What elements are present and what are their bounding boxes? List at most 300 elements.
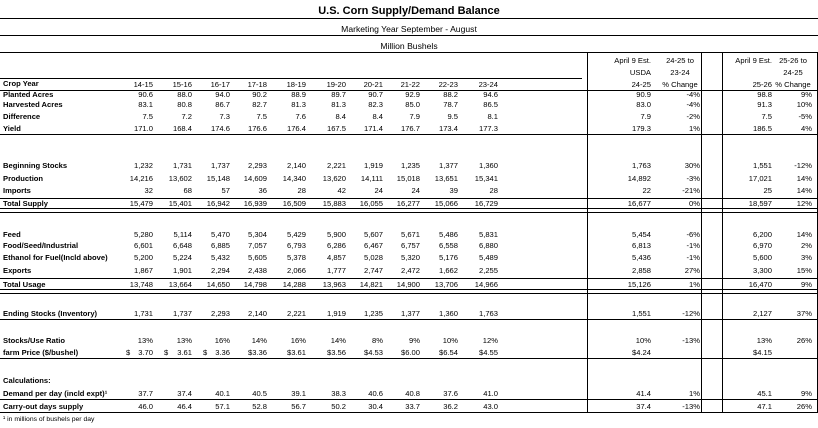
row-label: Calculations: [3, 376, 51, 385]
table-cell: 5,200 [133, 253, 153, 262]
table-cell: 6,648 [172, 241, 192, 250]
chg2-cell: 14% [796, 230, 812, 239]
table-cell: 7.5 [142, 112, 153, 121]
est2-cell: 3,300 [752, 266, 772, 275]
table-cell: 173.4 [438, 124, 458, 133]
chg2-header: 25-26 to [779, 56, 807, 65]
chg1-cell: 1% [689, 124, 700, 133]
chg1-cell: -2% [686, 112, 700, 121]
chg1-cell: -21% [682, 186, 700, 195]
chg2-cell: -12% [794, 161, 812, 170]
year-header: 19-20 [326, 80, 346, 89]
table-cell: 1,731 [133, 309, 153, 318]
table-cell: 36.2 [443, 402, 458, 411]
year-header: 18-19 [286, 80, 306, 89]
table-cell: 14,650 [206, 280, 230, 289]
table-cell: 2,293 [247, 161, 267, 170]
row-label: Yield [3, 124, 21, 133]
table-cell: 3.61 [177, 348, 192, 357]
chg1-cell: -12% [682, 309, 700, 318]
est1-cell: 2,858 [631, 266, 651, 275]
table-cell: 38.3 [331, 389, 346, 398]
table-cell: 57.1 [215, 402, 230, 411]
chg1-cell: 0% [689, 199, 700, 208]
table-cell: 168.4 [172, 124, 192, 133]
table-cell: 7.9 [409, 112, 420, 121]
table-cell: 52.8 [252, 402, 267, 411]
footnote: ¹ in millions of bushels per day [3, 416, 95, 423]
table-cell: 1,377 [400, 309, 420, 318]
table-cell: 1,737 [172, 309, 192, 318]
table-cell: 1,232 [133, 161, 153, 170]
table-cell: 5,671 [400, 230, 420, 239]
chg1-header: % Change [662, 80, 698, 89]
row-label: Harvested Acres [3, 100, 63, 109]
chg2-cell: 2% [801, 241, 812, 250]
table-cell: 40.8 [405, 389, 420, 398]
est1-cell: 15,126 [627, 280, 651, 289]
table-cell: $3.56 [326, 348, 346, 357]
dollar-sign: $ [203, 348, 208, 357]
table-cell: 5,900 [326, 230, 346, 239]
table-cell: 14% [251, 336, 267, 345]
year-header-rule [0, 78, 582, 79]
table-cell: 13,963 [322, 280, 346, 289]
dollar-sign: $ [126, 348, 131, 357]
table-cell: 30.4 [368, 402, 383, 411]
table-cell: $3.36 [247, 348, 267, 357]
table-cell: 68 [183, 186, 192, 195]
est2-cell: $4.15 [752, 348, 772, 357]
table-cell: 5,486 [438, 230, 458, 239]
table-cell: 7,057 [247, 241, 267, 250]
table-cell: 2,472 [400, 266, 420, 275]
table-cell: 4,857 [326, 253, 346, 262]
table-cell: 1,919 [363, 161, 383, 170]
est1-cell: 90.9 [636, 90, 651, 99]
units-rule [0, 52, 818, 53]
row-label: Imports [3, 186, 31, 195]
table-cell: 83.1 [138, 100, 153, 109]
chg1-cell: -4% [686, 100, 700, 109]
chg2-cell: 9% [801, 280, 812, 289]
table-cell: 24 [374, 186, 383, 195]
est1-cell: 41.4 [636, 389, 651, 398]
est2-cell: 186.5 [752, 124, 772, 133]
rule-usage [0, 289, 818, 294]
table-cell: 6,558 [438, 241, 458, 250]
table-cell: $4.55 [478, 348, 498, 357]
est1-cell: $4.24 [631, 348, 651, 357]
table-cell: 81.3 [331, 100, 346, 109]
table-cell: 46.0 [138, 402, 153, 411]
est2-cell: 18,597 [748, 199, 772, 208]
table-cell: 40.6 [368, 389, 383, 398]
table-cell: 16,939 [243, 199, 267, 208]
est1-cell: 179.3 [631, 124, 651, 133]
rule-ending [0, 319, 818, 320]
est1-cell: 83.0 [636, 100, 651, 109]
table-cell: 5,304 [247, 230, 267, 239]
table-cell: 40.5 [252, 389, 267, 398]
table-cell: 10% [442, 336, 458, 345]
table-cell: 88.0 [177, 90, 192, 99]
est2-header: April 9 Est. [735, 56, 772, 65]
table-cell: 13,651 [434, 174, 458, 183]
table-cell: 88.2 [443, 90, 458, 99]
table-cell: 14% [330, 336, 346, 345]
table-cell: 176.7 [400, 124, 420, 133]
chg2-cell: 37% [796, 309, 812, 318]
chg2-header: 24-25 [783, 68, 803, 77]
est1-cell: 6,813 [631, 241, 651, 250]
table-cell: 13,620 [322, 174, 346, 183]
chg1-cell: 27% [684, 266, 700, 275]
est1-header: 24-25 [631, 80, 651, 89]
table-cell: 92.9 [405, 90, 420, 99]
chg1-cell: 1% [689, 280, 700, 289]
table-cell: 94.0 [215, 90, 230, 99]
row-label: Food/Seed/Industrial [3, 241, 79, 250]
table-cell: 5,176 [438, 253, 458, 262]
table-cell: 5,470 [210, 230, 230, 239]
page-title: U.S. Corn Supply/Demand Balance [318, 5, 500, 17]
table-cell: 14,288 [282, 280, 306, 289]
table-cell: 2,221 [326, 161, 346, 170]
crop-year-header: Crop Year [3, 79, 39, 88]
est2-cell: 6,970 [752, 241, 772, 250]
chg2-cell: 14% [796, 174, 812, 183]
table-cell: 13% [176, 336, 192, 345]
est2-cell: 1,551 [752, 161, 772, 170]
est2-cell: 47.1 [757, 402, 772, 411]
est2-cell: 5,600 [752, 253, 772, 262]
table-cell: 39.1 [291, 389, 306, 398]
table-cell: 8.4 [335, 112, 346, 121]
est2-header: 25-26 [752, 80, 772, 89]
table-cell: 176.4 [286, 124, 306, 133]
table-cell: 5,605 [247, 253, 267, 262]
chg2-cell: 14% [796, 186, 812, 195]
table-cell: 89.7 [331, 90, 346, 99]
est2-cell: 2,127 [752, 309, 772, 318]
est1-header: USDA [629, 68, 651, 77]
table-cell: 1,235 [363, 309, 383, 318]
chg2-cell: 4% [801, 124, 812, 133]
table-cell: 13,706 [434, 280, 458, 289]
table-cell: 80.8 [177, 100, 192, 109]
chg1-cell: -6% [686, 230, 700, 239]
table-cell: 28 [489, 186, 498, 195]
table-cell: 13,664 [168, 280, 192, 289]
table-cell: 2,438 [247, 266, 267, 275]
table-cell: 42 [337, 186, 346, 195]
table-cell: 90.2 [252, 90, 267, 99]
est1-cell: 5,436 [631, 253, 651, 262]
table-cell: 7.5 [256, 112, 267, 121]
year-header: 23-24 [478, 80, 498, 89]
row-label: Difference [3, 112, 41, 121]
table-cell: 1,737 [210, 161, 230, 170]
row-label: Planted Acres [3, 90, 54, 99]
row-label: Ending Stocks (Inventory) [3, 309, 98, 318]
table-cell: 16,055 [359, 199, 383, 208]
chg1-cell: -13% [682, 402, 700, 411]
table-cell: 15,066 [434, 199, 458, 208]
table-cell: 7.2 [181, 112, 192, 121]
year-header: 21-22 [400, 80, 420, 89]
table-cell: 32 [144, 186, 153, 195]
table-cell: 50.2 [331, 402, 346, 411]
chg2-cell: 9% [801, 90, 812, 99]
est2-cell: 17,021 [748, 174, 772, 183]
units-label: Million Bushels [380, 41, 438, 51]
table-cell: 14,340 [282, 174, 306, 183]
chg1-cell: -1% [686, 253, 700, 262]
est2-cell: 13% [756, 336, 772, 345]
table-cell: 174.6 [210, 124, 230, 133]
table-cell: 39 [449, 186, 458, 195]
table-cell: 37.6 [443, 389, 458, 398]
table-cell: 2,293 [210, 309, 230, 318]
chg2-cell: 15% [796, 266, 812, 275]
table-cell: 16% [290, 336, 306, 345]
table-cell: 7.3 [219, 112, 230, 121]
table-cell: 6,467 [363, 241, 383, 250]
table-cell: $6.54 [438, 348, 458, 357]
table-cell: 94.6 [483, 90, 498, 99]
table-cell: 78.7 [443, 100, 458, 109]
table-cell: 14,821 [359, 280, 383, 289]
table-cell: 15,479 [129, 199, 153, 208]
rule-exports [0, 278, 818, 279]
table-cell: 171.0 [133, 124, 153, 133]
est2-cell: 7.5 [761, 112, 772, 121]
table-cell: 90.6 [138, 90, 153, 99]
subtitle-rule [0, 35, 818, 36]
table-cell: 85.0 [405, 100, 420, 109]
table-cell: 2,140 [286, 161, 306, 170]
est1-cell: 22 [642, 186, 651, 195]
table-cell: 1,360 [438, 309, 458, 318]
table-cell: 9.5 [447, 112, 458, 121]
table-cell: 167.5 [326, 124, 346, 133]
table-cell: 24 [411, 186, 420, 195]
est1-cell: 37.4 [636, 402, 651, 411]
header-underline [0, 90, 818, 91]
est2-cell: 91.3 [757, 100, 772, 109]
row-label: Beginning Stocks [3, 161, 68, 170]
rule-demand [0, 399, 818, 400]
chg1-cell: -3% [686, 174, 700, 183]
table-cell: 5,489 [478, 253, 498, 262]
table-cell: 6,793 [286, 241, 306, 250]
chg2-cell: -5% [798, 112, 812, 121]
table-cell: 1,901 [172, 266, 192, 275]
table-cell: 3.36 [215, 348, 230, 357]
table-cell: 15,018 [396, 174, 420, 183]
page-subtitle: Marketing Year September - August [341, 24, 477, 34]
table-cell: 5,607 [363, 230, 383, 239]
chg1-header: 24-25 to [666, 56, 694, 65]
table-cell: 15,341 [474, 174, 498, 183]
table-cell: 86.5 [483, 100, 498, 109]
row-label: Feed [3, 230, 21, 239]
table-cell: 1,235 [400, 161, 420, 170]
chg2-header: % Change [775, 80, 811, 89]
table-cell: 16% [214, 336, 230, 345]
year-header: 14-15 [133, 80, 153, 89]
table-cell: 5,224 [172, 253, 192, 262]
est2-cell: 45.1 [757, 389, 772, 398]
table-cell: 5,114 [173, 230, 192, 239]
rule-carryout [0, 412, 818, 413]
table-cell: 56.7 [291, 402, 306, 411]
table-cell: 6,286 [326, 241, 346, 250]
row-label: Total Usage [3, 280, 46, 289]
table-cell: 14,966 [474, 280, 498, 289]
table-cell: 82.3 [368, 100, 383, 109]
year-header: 15-16 [172, 80, 192, 89]
table-cell: 1,777 [326, 266, 346, 275]
table-cell: 41.0 [483, 389, 498, 398]
table-cell: 2,294 [210, 266, 230, 275]
table-cell: 5,429 [286, 230, 306, 239]
chg2-cell: 3% [801, 253, 812, 262]
year-header: 17-18 [247, 80, 267, 89]
row-label: Ethanol for Fuel(Incld above) [3, 253, 108, 262]
table-cell: 1,919 [326, 309, 346, 318]
chg1-cell: -1% [686, 241, 700, 250]
table-cell: 5,280 [133, 230, 153, 239]
est1-cell: 1,763 [631, 161, 651, 170]
chg2-cell: 26% [796, 402, 812, 411]
table-cell: 15,883 [322, 199, 346, 208]
est1-cell: 1,551 [631, 309, 651, 318]
table-cell: 16,942 [206, 199, 230, 208]
table-cell: 86.7 [215, 100, 230, 109]
chg2-cell: 12% [796, 199, 812, 208]
table-cell: 1,763 [478, 309, 498, 318]
table-cell: $4.53 [363, 348, 383, 357]
table-cell: 36 [258, 186, 267, 195]
est1-cell: 7.9 [640, 112, 651, 121]
table-cell: 2,255 [478, 266, 498, 275]
dollar-sign: $ [164, 348, 169, 357]
table-cell: 1,662 [438, 266, 458, 275]
rule-supply [0, 208, 818, 213]
table-cell: 33.7 [405, 402, 420, 411]
table-cell: $3.61 [286, 348, 306, 357]
table-cell: 16,509 [282, 199, 306, 208]
table-cell: 15,401 [168, 199, 192, 208]
table-cell: 5,378 [286, 253, 306, 262]
table-cell: 8.4 [372, 112, 383, 121]
est2-cell: 6,200 [752, 230, 772, 239]
year-header: 20-21 [363, 80, 383, 89]
table-cell: 14,111 [360, 174, 383, 183]
chg1-cell: -13% [682, 336, 700, 345]
row-label: Exports [3, 266, 32, 275]
table-cell: 2,066 [286, 266, 306, 275]
table-cell: 16,277 [396, 199, 420, 208]
table-cell: 6,757 [400, 241, 420, 250]
est2-cell: 16,470 [748, 280, 772, 289]
table-cell: 37.4 [177, 389, 192, 398]
row-label: Demand per day (incld expt)¹ [3, 389, 108, 398]
title-rule [0, 18, 818, 19]
table-cell: 1,867 [133, 266, 153, 275]
table-cell: 177.3 [478, 124, 498, 133]
chg1-cell: 1% [689, 389, 700, 398]
chg2-cell: 9% [801, 389, 812, 398]
table-cell: 46.4 [177, 402, 192, 411]
row-label: Carry-out days supply [3, 402, 84, 411]
table-cell: 43.0 [483, 402, 498, 411]
est1-header: April 9 Est. [614, 56, 651, 65]
table-cell: 15,148 [206, 174, 230, 183]
table-cell: 28 [297, 186, 306, 195]
table-cell: 8.1 [487, 112, 498, 121]
table-cell: $6.00 [400, 348, 420, 357]
table-cell: 3.70 [138, 348, 153, 357]
year-header: 16-17 [210, 80, 230, 89]
table-cell: 40.1 [215, 389, 230, 398]
table-cell: 57 [221, 186, 230, 195]
row-label: Total Supply [3, 199, 48, 208]
table-cell: 82.7 [252, 100, 267, 109]
table-cell: 1,360 [478, 161, 498, 170]
row-label: farm Price ($/bushel) [3, 348, 79, 357]
est1-cell: 16,677 [627, 199, 651, 208]
chg1-header: 23-24 [670, 68, 690, 77]
year-header: 22-23 [438, 80, 458, 89]
rule-price [0, 358, 818, 359]
est1-cell: 5,454 [631, 230, 651, 239]
table-cell: 176.6 [247, 124, 267, 133]
table-cell: 37.7 [138, 389, 153, 398]
table-cell: 14,609 [243, 174, 267, 183]
table-cell: 13,602 [168, 174, 192, 183]
table-cell: 12% [482, 336, 498, 345]
table-cell: 6,880 [478, 241, 498, 250]
est1-cell: 10% [635, 336, 651, 345]
table-cell: 81.3 [291, 100, 306, 109]
table-cell: 5,320 [400, 253, 420, 262]
table-cell: 13,748 [129, 280, 153, 289]
table-cell: 6,601 [133, 241, 153, 250]
table-cell: 9% [409, 336, 420, 345]
est2-cell: 98.8 [757, 90, 772, 99]
rule-imports [0, 198, 818, 199]
rule-yield [0, 134, 818, 135]
table-cell: 14,900 [396, 280, 420, 289]
row-label: Stocks/Use Ratio [3, 336, 66, 345]
table-cell: 16,729 [474, 199, 498, 208]
table-cell: 7.6 [295, 112, 306, 121]
table-cell: 5,028 [363, 253, 383, 262]
table-cell: 5,831 [478, 230, 498, 239]
table-cell: 171.4 [363, 124, 383, 133]
table-cell: 6,885 [210, 241, 230, 250]
est2-cell: 25 [763, 186, 772, 195]
table-cell: 1,731 [172, 161, 192, 170]
table-cell: 13% [137, 336, 153, 345]
table-cell: 2,140 [247, 309, 267, 318]
row-label: Production [3, 174, 44, 183]
table-cell: 8% [372, 336, 383, 345]
table-cell: 88.9 [291, 90, 306, 99]
